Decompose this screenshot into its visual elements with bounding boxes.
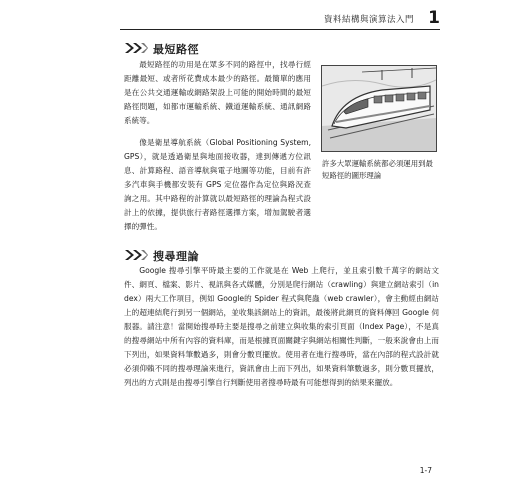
figure-caption: 許多大眾運輸系統都必須運用到最短路徑的圖形理論 xyxy=(322,159,433,180)
high-speed-train-illustration xyxy=(321,65,437,152)
section-title: 搜尋理論 xyxy=(153,250,199,263)
section-title: 最短路徑 xyxy=(153,43,199,56)
paragraph: 像是衛星導航系統（Global Positioning System, GPS），就是透過衛星與地面接收器，達到傳遞方位訊息、計算路程、語音導航與電子地圖等功能，目前有許多汽車與手機都安裝有 GPS 定位器作為定位與路況查詢之用。其中路程的計算就以最短路徑的理論為程式設計上的依據，提供旅行者路徑選擇方案，增加駕駛者選擇的彈性。 xyxy=(124,138,311,232)
paragraph: Google 搜尋引擎平時最主要的工作就是在 Web 上爬行，並且索引數千萬字的網站文件、網頁、檔案、影片、視訊與各式媒體，分別是爬行網站（crawling）與建立網站索引（index）兩大工作項目，例如 Google的 Spider 程式與爬蟲（web crawler），會主動經由網站上的超連結爬行到另一個網站，並收集該網站上的資訊，最後將此網頁的資料傳回 Google 伺服器。請注意！當開始搜尋時主要是搜尋之前建立與收集的索引頁面（Index Page），不是真的搜尋網站中所有內容的資料庫，而是根據頁面關鍵字與網站相關性判斷，一般來說會由上而下列出，如果資料筆數過多，則會分數頁擺放。使用者在進行搜尋時，當在內部的程式設計就必須仰賴不同的搜尋理論來進行，資訊會由上而下列出，如果資料筆數過多，則分數頁擺放，列出的方式則是由搜尋引擎自行判斷使用者搜尋時最有可能想得到的結果來擺放。 xyxy=(124,266,439,388)
double-chevron-icon xyxy=(124,42,148,54)
page-number: 1-7 xyxy=(419,466,432,475)
double-chevron-icon xyxy=(124,249,148,261)
running-header xyxy=(120,10,440,28)
running-header-title: 資料結構與演算法入門 xyxy=(323,15,414,25)
train-icon xyxy=(322,66,436,151)
header-rule xyxy=(120,29,440,30)
paragraph: 最短路徑的功用是在眾多不同的路徑中，找尋行經距離最短、或者所花費成本最少的路徑。最簡單的應用是在公共交通運輸或網路架設上可能的開始時間的最短路徑問題，如都市運輸系統、鐵道運輸系統、通訊網路系統等。 xyxy=(124,60,311,126)
chapter-number: 1 xyxy=(428,8,440,28)
